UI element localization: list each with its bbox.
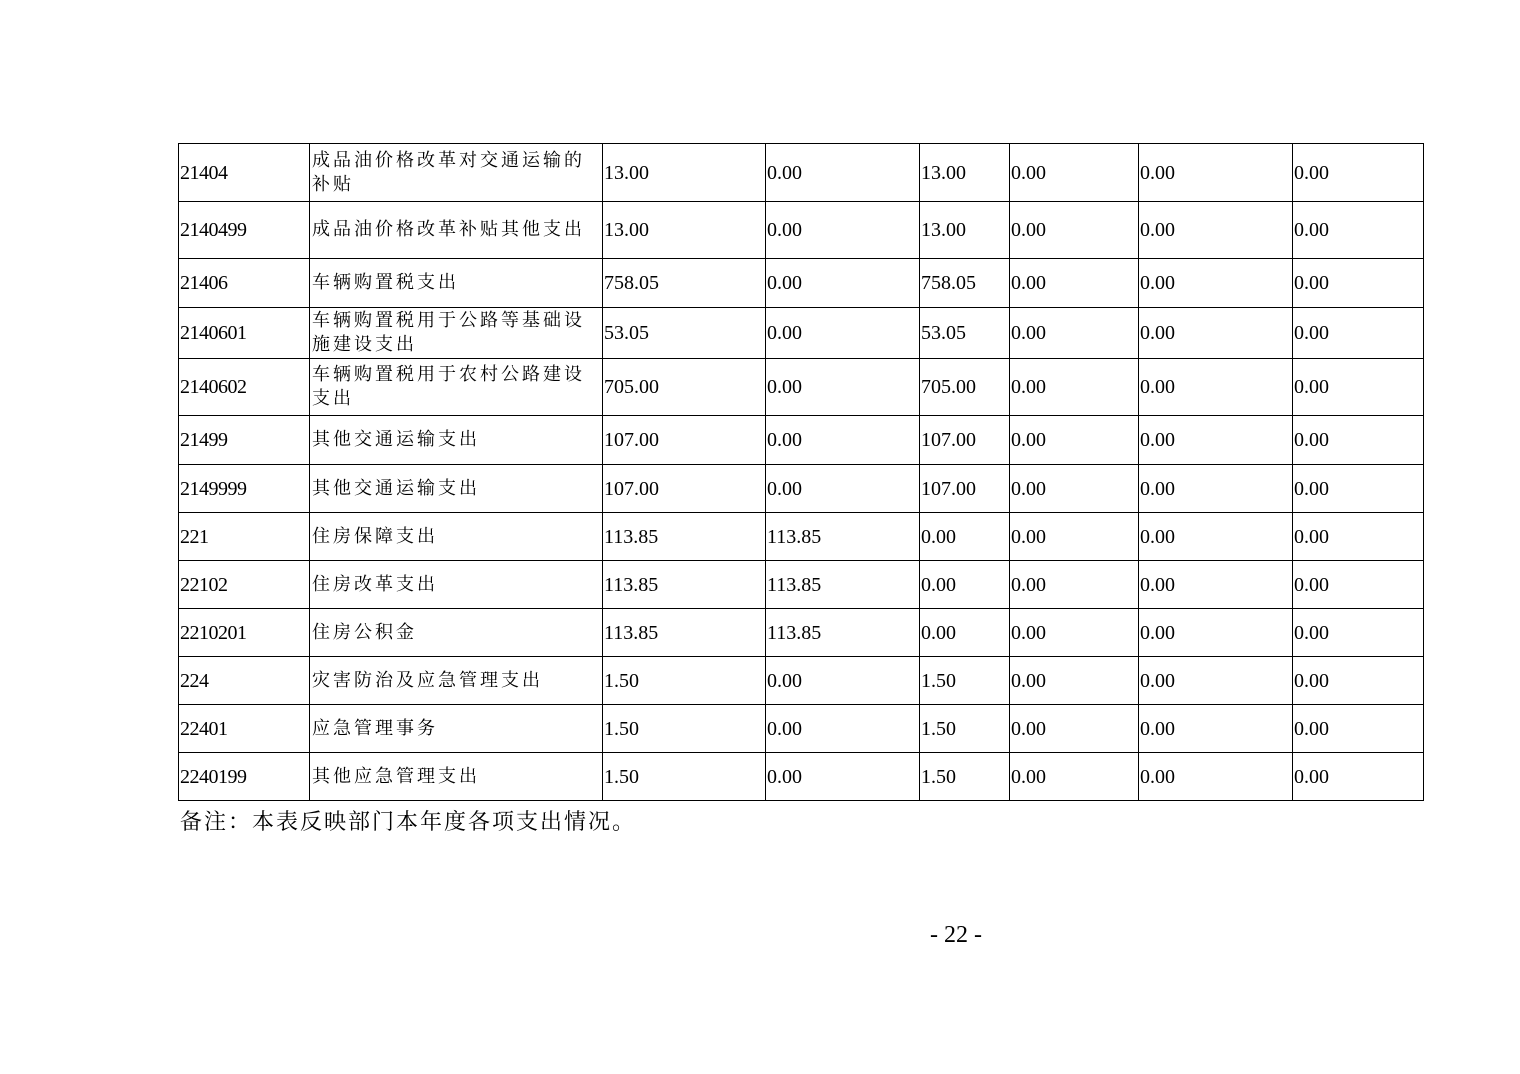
cell-name: 成品油价格改革对交通运输的补贴	[310, 144, 603, 202]
cell-code: 21406	[179, 259, 310, 308]
cell-amount: 0.00	[766, 705, 920, 753]
cell-amount: 0.00	[1293, 465, 1424, 513]
cell-amount: 0.00	[766, 202, 920, 259]
cell-amount: 0.00	[1293, 609, 1424, 657]
cell-amount: 758.05	[920, 259, 1010, 308]
cell-amount: 113.85	[603, 561, 766, 609]
cell-amount: 0.00	[1010, 259, 1139, 308]
table-row	[179, 657, 1424, 705]
cell-name: 住房保障支出	[310, 513, 603, 561]
cell-amount: 0.00	[1010, 202, 1139, 259]
cell-code: 21499	[179, 416, 310, 465]
table-row	[179, 416, 1424, 465]
table-row	[179, 259, 1424, 308]
cell-amount: 0.00	[1010, 561, 1139, 609]
cell-amount: 0.00	[1293, 308, 1424, 359]
cell-amount: 0.00	[920, 609, 1010, 657]
cell-amount: 0.00	[1139, 609, 1293, 657]
cell-name: 成品油价格改革补贴其他支出	[310, 202, 603, 259]
cell-amount: 758.05	[603, 259, 766, 308]
cell-code: 221	[179, 513, 310, 561]
cell-amount: 0.00	[1293, 513, 1424, 561]
cell-amount: 13.00	[603, 144, 766, 202]
cell-code: 22401	[179, 705, 310, 753]
cell-name: 住房改革支出	[310, 561, 603, 609]
table-row	[179, 144, 1424, 202]
table-row	[179, 609, 1424, 657]
cell-amount: 1.50	[603, 705, 766, 753]
cell-code: 224	[179, 657, 310, 705]
cell-name: 灾害防治及应急管理支出	[310, 657, 603, 705]
cell-amount: 0.00	[766, 308, 920, 359]
cell-amount: 0.00	[1139, 202, 1293, 259]
cell-amount: 0.00	[1293, 359, 1424, 416]
cell-amount: 1.50	[603, 753, 766, 801]
cell-amount: 0.00	[1293, 144, 1424, 202]
cell-amount: 0.00	[766, 144, 920, 202]
cell-amount: 107.00	[603, 416, 766, 465]
cell-amount: 0.00	[1293, 705, 1424, 753]
table-row	[179, 202, 1424, 259]
cell-amount: 0.00	[1139, 561, 1293, 609]
cell-amount: 0.00	[920, 561, 1010, 609]
cell-amount: 0.00	[1139, 359, 1293, 416]
cell-amount: 0.00	[1139, 308, 1293, 359]
cell-amount: 705.00	[603, 359, 766, 416]
cell-amount: 0.00	[1010, 753, 1139, 801]
cell-amount: 113.85	[603, 513, 766, 561]
cell-amount: 0.00	[920, 513, 1010, 561]
cell-code: 2140499	[179, 202, 310, 259]
cell-amount: 0.00	[766, 753, 920, 801]
cell-amount: 0.00	[766, 416, 920, 465]
cell-name: 其他交通运输支出	[310, 465, 603, 513]
cell-code: 22102	[179, 561, 310, 609]
table-row	[179, 705, 1424, 753]
table-note: 备注：本表反映部门本年度各项支出情况。	[180, 810, 637, 835]
cell-name: 其他交通运输支出	[310, 416, 603, 465]
cell-amount: 0.00	[1293, 561, 1424, 609]
cell-amount: 0.00	[1010, 416, 1139, 465]
table-row	[179, 308, 1424, 359]
cell-amount: 0.00	[1010, 465, 1139, 513]
cell-amount: 0.00	[1010, 513, 1139, 561]
cell-amount: 53.05	[920, 308, 1010, 359]
cell-amount: 107.00	[603, 465, 766, 513]
cell-amount: 0.00	[1293, 657, 1424, 705]
cell-amount: 0.00	[1139, 705, 1293, 753]
cell-amount: 1.50	[920, 753, 1010, 801]
cell-amount: 0.00	[1139, 513, 1293, 561]
cell-amount: 107.00	[920, 416, 1010, 465]
cell-amount: 705.00	[920, 359, 1010, 416]
cell-name: 住房公积金	[310, 609, 603, 657]
cell-amount: 13.00	[920, 202, 1010, 259]
cell-amount: 113.85	[766, 513, 920, 561]
cell-amount: 1.50	[603, 657, 766, 705]
cell-amount: 0.00	[1139, 144, 1293, 202]
cell-amount: 0.00	[1139, 465, 1293, 513]
cell-amount: 1.50	[920, 705, 1010, 753]
cell-name: 应急管理事务	[310, 705, 603, 753]
cell-code: 2210201	[179, 609, 310, 657]
cell-amount: 0.00	[1010, 359, 1139, 416]
cell-amount: 0.00	[766, 259, 920, 308]
cell-amount: 53.05	[603, 308, 766, 359]
cell-amount: 0.00	[1139, 657, 1293, 705]
cell-amount: 0.00	[1293, 753, 1424, 801]
cell-amount: 0.00	[1010, 609, 1139, 657]
cell-amount: 0.00	[1293, 416, 1424, 465]
cell-code: 2140602	[179, 359, 310, 416]
table-row	[179, 513, 1424, 561]
cell-amount: 107.00	[920, 465, 1010, 513]
cell-amount: 113.85	[766, 609, 920, 657]
cell-amount: 0.00	[1139, 416, 1293, 465]
cell-amount: 1.50	[920, 657, 1010, 705]
table-body	[179, 144, 1424, 801]
table-row	[179, 753, 1424, 801]
cell-amount: 0.00	[1293, 259, 1424, 308]
cell-amount: 0.00	[766, 657, 920, 705]
page-number: - 22 -	[930, 922, 982, 948]
cell-amount: 0.00	[1293, 202, 1424, 259]
cell-name: 车辆购置税用于农村公路建设支出	[310, 359, 603, 416]
cell-amount: 0.00	[1139, 259, 1293, 308]
cell-amount: 113.85	[766, 561, 920, 609]
cell-amount: 0.00	[766, 465, 920, 513]
cell-amount: 0.00	[1010, 657, 1139, 705]
table-row	[179, 465, 1424, 513]
cell-name: 车辆购置税用于公路等基础设施建设支出	[310, 308, 603, 359]
table-row	[179, 359, 1424, 416]
cell-amount: 0.00	[1139, 753, 1293, 801]
cell-amount: 13.00	[603, 202, 766, 259]
cell-amount: 0.00	[766, 359, 920, 416]
cell-code: 2240199	[179, 753, 310, 801]
cell-code: 2140601	[179, 308, 310, 359]
expenditure-table	[178, 143, 1424, 801]
table-row	[179, 561, 1424, 609]
cell-name: 车辆购置税支出	[310, 259, 603, 308]
cell-name: 其他应急管理支出	[310, 753, 603, 801]
cell-amount: 113.85	[603, 609, 766, 657]
cell-amount: 0.00	[1010, 144, 1139, 202]
cell-code: 21404	[179, 144, 310, 202]
cell-amount: 0.00	[1010, 308, 1139, 359]
cell-amount: 0.00	[1010, 705, 1139, 753]
cell-code: 2149999	[179, 465, 310, 513]
cell-amount: 13.00	[920, 144, 1010, 202]
